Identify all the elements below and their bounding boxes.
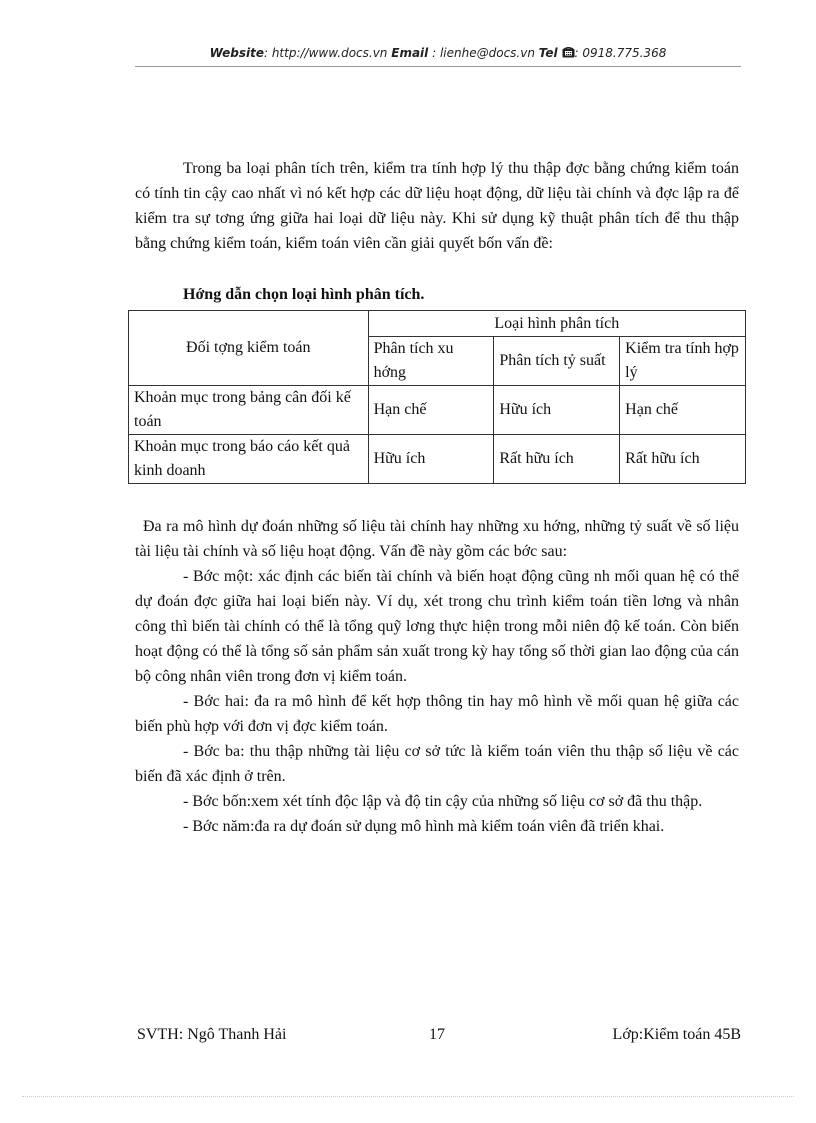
step-two-paragraph: - Bớc hai: đa ra mô hình để kết hợp thông tin hay mô hình về mối quan hệ giữa các biến phù hợp với đơn vị đợc kiểm toán. xyxy=(135,693,739,735)
group-header-cell: Loại hình phân tích xyxy=(368,311,745,337)
website-label: Website xyxy=(209,46,264,60)
column-header: Kiểm tra tính hợp lý xyxy=(620,337,746,386)
header-divider xyxy=(135,66,741,67)
row-subject-cell: Khoản mục trong báo cáo kết quả kinh doanh xyxy=(129,435,369,484)
tel-label: Tel xyxy=(538,46,558,60)
step-four-paragraph: - Bớc bốn:xem xét tính độc lập và độ tin cậy của những số liệu cơ sở đã thu thập. xyxy=(183,793,703,810)
table-cell: Rất hữu ích xyxy=(494,435,620,484)
bottom-dotted-line xyxy=(22,1096,794,1097)
column-header: Phân tích xu hớng xyxy=(368,337,494,386)
model-paragraph: Đa ra mô hình dự đoán những số liệu tài chính hay những xu hớng, những tỷ suất về số liệu tài liệu tài chính và số liệu hoạt động. Vấn đề này gồm các bớc sau: xyxy=(135,518,739,560)
column-header: Phân tích tỷ suất xyxy=(494,337,620,386)
intro-section xyxy=(135,156,739,256)
footer-class: Lớp:Kiểm toán 45B xyxy=(612,1026,741,1043)
model-section xyxy=(135,514,739,839)
footer-student: SVTH: Ngô Thanh Hải xyxy=(137,1026,287,1043)
table-caption: Hớng dẫn chọn loại hình phân tích. xyxy=(183,286,425,303)
table-row xyxy=(129,386,746,435)
phone-icon xyxy=(562,47,575,58)
subject-header-cell: Đối tợng kiểm toán xyxy=(129,311,369,386)
table-header-row xyxy=(129,311,746,337)
step-one-paragraph: - Bớc một: xác định các biến tài chính và biến hoạt động cũng nh mối quan hệ có thể dự đoán đợc giữa hai loại biến này. Ví dụ, xét trong chu trình kiểm toán tiền lơng và nhân công thì biến tài chính có thể là tổng quỹ lơng thực hiện trong mỗi niên độ kế toán. Còn biến hoạt động có thể là tổng số sản phẩm sản xuất trong kỳ hay tổng số thời gian lao động của cán bộ công nhân viên trong đơn vị kiểm toán. xyxy=(135,568,739,685)
website-value: : http://www.docs.vn xyxy=(263,46,388,60)
table-cell: Hữu ích xyxy=(494,386,620,435)
table-cell: Rất hữu ích xyxy=(620,435,746,484)
email-label: Email xyxy=(391,46,429,60)
email-value: : lienhe@docs.vn xyxy=(432,46,535,60)
row-subject-cell: Khoản mục trong bảng cân đối kế toán xyxy=(129,386,369,435)
step-three-paragraph: - Bớc ba: thu thập những tài liệu cơ sở tức là kiểm toán viên thu thập số liệu về các biến đã xác định ở trên. xyxy=(135,743,739,785)
table-cell: Hữu ích xyxy=(368,435,494,484)
step-five-paragraph: - Bớc năm:đa ra dự đoán sử dụng mô hình mà kiểm toán viên đã triển khai. xyxy=(183,818,665,835)
table-cell: Hạn chế xyxy=(620,386,746,435)
intro-paragraph: Trong ba loại phân tích trên, kiểm tra tính hợp lý thu thập đợc bằng chứng kiểm toán có tính tin cậy cao nhất vì nó kết hợp các dữ liệu hoạt động, dữ liệu tài chính và đợc lập ra để kiểm tra sự tơng ứng giữa hai loại dữ liệu này. Khi sử dụng kỹ thuật phân tích để thu thập bằng chứng kiểm toán, kiểm toán viên cần giải quyết bốn vấn đề: xyxy=(135,160,739,252)
tel-value: : 0918.775.368 xyxy=(574,46,667,60)
table-cell: Hạn chế xyxy=(368,386,494,435)
table-row xyxy=(129,435,746,484)
analysis-table xyxy=(128,310,746,484)
page-number: 17 xyxy=(429,1026,445,1043)
page-header xyxy=(135,46,741,60)
